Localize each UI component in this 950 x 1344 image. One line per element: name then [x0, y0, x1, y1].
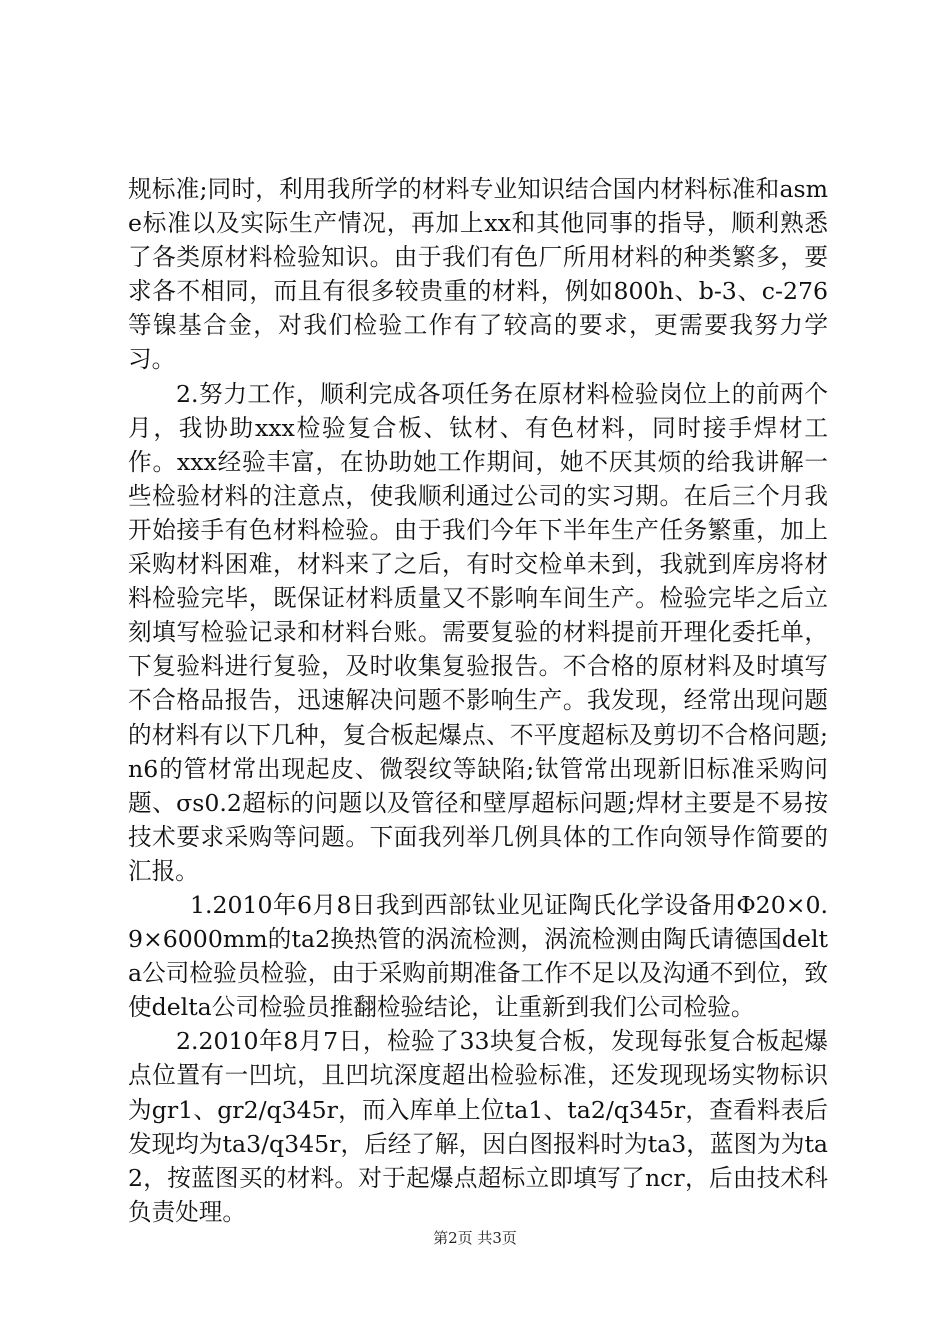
- page-number-footer: 第2页 共3页: [433, 1229, 517, 1247]
- paragraph-example-1: 1.2010年6月8日我到西部钛业见证陶氏化学设备用Φ20×0.9×6000mm的ta2换热管的涡流检测，涡流检测由陶氏请德国delta公司检验员检验，由于采购前期准备工作不足以及沟通不到位，致使delta公司检验员推翻检验结论，让重新到我们公司检验。: [128, 890, 828, 1022]
- paragraph-standards-continuation: 规标准;同时，利用我所学的材料专业知识结合国内材料标准和asme标准以及实际生产情况，再加上xx和其他同事的指导，顺利熟悉了各类原材料检验知识。由于我们有色厂所用材料的种类繁多，要求各不相同，而且有很多较贵重的材料，例如800h、b-3、c-276等镍基合金，对我们检验工作有了较高的要求，更需要我努力学习。: [128, 175, 828, 374]
- document-body: [128, 172, 828, 1229]
- paragraph-work-tasks: 2.努力工作，顺利完成各项任务在原材料检验岗位上的前两个月，我协助xxx检验复合板、钛材、有色材料，同时接手焊材工作。xxx经验丰富，在协助她工作期间，她不厌其烦的给我讲解一些检验材料的注意点，使我顺利通过公司的实习期。在后三个月我开始接手有色材料检验。由于我们今年下半年生产任务繁重，加上采购材料困难，材料来了之后，有时交检单未到，我就到库房将材料检验完毕，既保证材料质量又不影响车间生产。检验完毕之后立刻填写检验记录和材料台账。需要复验的材料提前开理化委托单，下复验料进行复验，及时收集复验报告。不合格的原材料及时填写不合格品报告，迅速解决问题不影响生产。我发现，经常出现问题的材料有以下几种，复合板起爆点、不平度超标及剪切不合格问题;n6的管材常出现起皮、微裂纹等缺陷;钛管常出现新旧标准采购问题、σs0.2超标的问题以及管径和壁厚超标问题;焊材主要是不易按技术要求采购等问题。下面我列举几例具体的工作向领导作简要的汇报。: [128, 379, 828, 885]
- paragraph-example-2: 2.2010年8月7日，检验了33块复合板，发现每张复合板起爆点位置有一凹坑，且凹坑深度超出检验标准，还发现现场实物标识为gr1、gr2/q345r，而入库单上位ta1、ta2/q345r，查看料表后发现均为ta3/q345r，后经了解，因白图报料时为ta3，蓝图为为ta2，按蓝图买的材料。对于起爆点超标立即填写了ncr，后由技术科负责处理。: [128, 1027, 828, 1226]
